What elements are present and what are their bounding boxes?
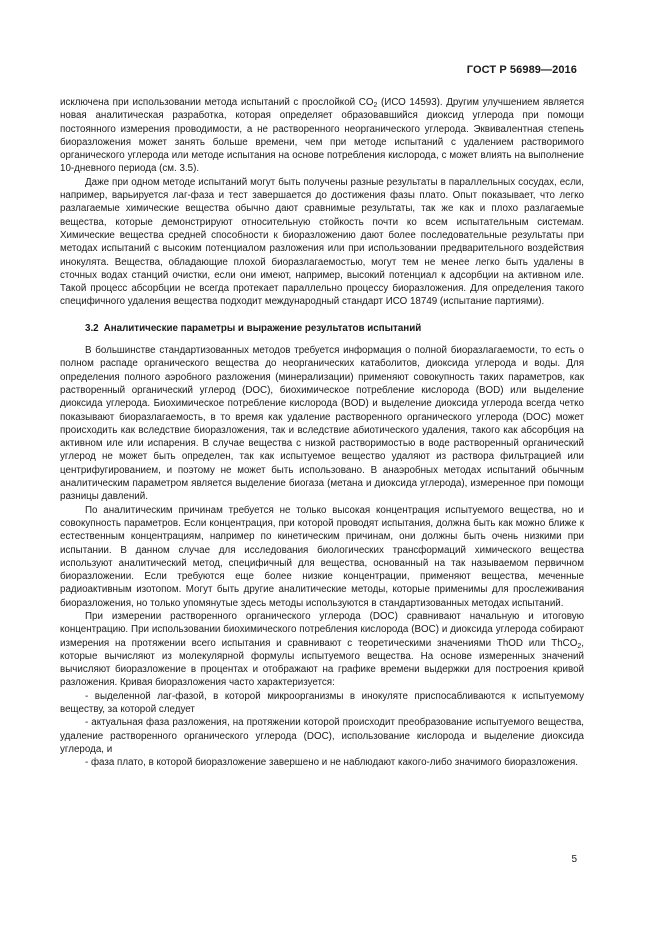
section-number: 3.2	[85, 322, 99, 334]
list-item: - фаза плато, в которой биоразложение завершено и не наблюдают какого-либо значимого биоразложения.	[85, 757, 578, 769]
intro-p1-text-a: исключена при использовании метода испытаний с прослойкой CO	[60, 97, 374, 108]
body-p3-text-a: При измерении растворенного органического углерода (DOC) сравнивают начальную и итоговую концентрацию. При использовании биохимического потребления кислорода (BOC) и диоксида углерода собирают измерения на протяжении всего испытания и сравнивают с теоретическими значениями ThOD или ThCO	[60, 610, 584, 649]
section-heading	[60, 322, 584, 335]
document-body	[60, 96, 584, 770]
intro-paragraph-2: Даже при одном методе испытаний могут быть получены разные результаты в параллельных сосудах, если, например, варьируется лаг-фаза и тест завершается до достижения фазы плато. Опыт показывает, что легко разлагаемые химические вещества обычно дают сравнимые результаты, так же как и плохо разлагаемые вещества, которые демонстрируют относительную стойкость почти ко всем испытательным системам. Химические вещества средней способности к биоразложению дают более последовательные результаты при методах испытаний с высоким потенциалом разложения или при использовании предварительного воздействия инокулята. Вещества, обладающие плохой биоразлагаемостью, могут тем не менее легко быть удалены в сточных водах станций очистки, если они имеют, например, высокий потенциал к адсорбции на активном иле. Такой процесс абсорбции не всегда протекает параллельно процессу биоразложения. Для определения такого специфичного удаления вещества подходит международный стандарт ИСО 18749 (испытание партиями).	[60, 176, 584, 308]
intro-p1-text-b: (ИСО 14593). Другим улучшением является новая аналитическая разработка, которая определяет образовавшийся диоксид углерода при помощи постоянного измерения проводимости, а не растворенного неорганического углерода. Эквивалентная степень биоразложения может занять больше времени, чем при методе испытаний с удалением растворимого органического углерода или методе испытания на основе потребления кислорода, с может влиять на выполнение 10-дневного периода (см. 3.5).	[60, 97, 585, 175]
body-p3-text-b: , которые вычисляют из молекулярной формулы испытуемого вещества. На основе измеренных значений вычисляют биоразложение в процентах и отображают на графике времени выдержки для построения кривой разложения. Кривая биоразложения часто характеризуется:	[60, 637, 584, 689]
intro-paragraph-1	[60, 96, 584, 176]
body-paragraph-1: В большинстве стандартизованных методов требуется информация о полной биоразлагаемости, то есть о полном распаде органического вещества до неорганических катаболитов, диоксида углерода и воды. Для определения полного аэробного разложения (минерализации) применяют совокупность таких параметров, как растворенный органический углерод (DOC), биохимическое потребление кислорода (BOD) или выделение диоксида углерода. Биохимическое потребление кислорода (BOD) и выделение диоксида углерода всегда четко показывают биоразлагаемость, в то время как удаление растворенного органического углерода (DOC) может происходить как вследствие биоразложения, так и вследствие абиотического удаления, такого как абсорбция на активном иле или испарения. В случае вещества с низкой растворимостью в воде растворенный органический углерод не может быть определен, так как испытуемое вещество удаляют из раствора фильтрацией или центрифугированием, и поэтому не может быть использовано. В анаэробных методах испытаний обычным аналитическим параметром является выделение биогаза (метана и диоксида углерода), измеренное при помощи разницы давлений.	[60, 345, 584, 503]
body-paragraph-2: По аналитическим причинам требуется не только высокая концентрация испытуемого вещества, но и совокупность параметров. Если концентрация, при которой проводят испытания, должна быть как можно ближе к естественным концентрациям, например по кинетическим причинам, они должны быть очень низкими при испытании. В данном случае для исследования биологических трансформаций химического вещества используют аналитический метод, специфичный для вещества, основанный на так называемом первичном биоразложении. Если требуются еще более низкие концентрации, применяют вещества, меченные радиоактивным изотопом. Могут быть другие аналитические методы, которые применимы для прослеживания биоразложения, но только упомянутые здесь методы используются в стандартизованных методах испытаний.	[60, 504, 584, 609]
section-title: Аналитические параметры и выражение результатов испытаний	[103, 322, 422, 334]
page-number: 5	[571, 854, 577, 865]
list-item: - выделенной лаг-фазой, в которой микроорганизмы в инокуляте приспосабливаются к испытуемому веществу, за которой следует	[60, 690, 584, 716]
body-paragraph-3	[60, 610, 584, 690]
page-header-standard-id: ГОСТ Р 56989—2016	[466, 64, 577, 76]
co2-subscript: 2	[373, 102, 378, 109]
thco2-subscript: 2	[577, 642, 582, 650]
list-item: - актуальная фаза разложения, на протяжении которой происходит преобразование испытуемого вещества, удаление растворенного органического углерода (DOC), использование кислорода и выделение диоксида углерода, и	[60, 717, 584, 755]
